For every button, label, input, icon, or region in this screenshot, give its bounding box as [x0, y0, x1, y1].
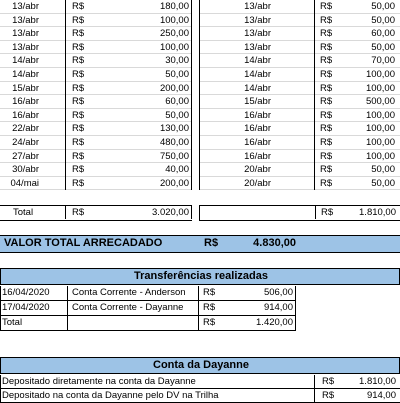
list-item: [199, 163, 400, 177]
entry-date: 14/abr: [12, 55, 39, 67]
entry-currency: R$: [320, 28, 333, 40]
list-item: [0, 150, 192, 164]
entry-value: 500,00: [365, 96, 395, 108]
transfers-header: [0, 268, 400, 285]
grand-total-bar: [0, 235, 400, 253]
entry-value: 50,00: [371, 41, 395, 53]
grand-total-currency: R$: [204, 237, 219, 249]
list-item: [199, 68, 400, 82]
entry-value: 480,00: [159, 137, 189, 148]
list-item: [0, 14, 192, 28]
entry-date: 15/abr: [12, 82, 39, 94]
row-gridline: [0, 189, 192, 190]
entry-currency: R$: [320, 1, 333, 12]
entry-currency: R$: [72, 96, 85, 108]
entry-date: 14/abr: [244, 55, 271, 67]
list-item: [199, 136, 400, 150]
entry-date: 14/abr: [244, 82, 271, 94]
entry-value: 40,00: [165, 164, 189, 176]
table-row: [0, 375, 400, 389]
entry-currency: R$: [320, 55, 333, 67]
entry-currency: R$: [320, 96, 333, 108]
entry-value: 130,00: [159, 123, 189, 135]
entry-value: 100,00: [365, 109, 395, 121]
left-border: [191, 0, 192, 190]
table-row: [0, 286, 296, 301]
entry-date: 16/abr: [244, 109, 271, 121]
entry-currency: R$: [320, 41, 333, 53]
grand-total-value: 4.830,00: [253, 237, 296, 249]
entry-date: 20/abr: [244, 164, 271, 176]
entry-currency: R$: [72, 69, 85, 80]
entry-date: 30/abr: [12, 164, 39, 176]
right-left-border: [199, 0, 200, 190]
entry-value: 50,00: [371, 177, 395, 189]
transfers-total-value: 1.420,00: [256, 317, 293, 328]
list-item: [199, 27, 400, 41]
dayanne-value: 914,00: [366, 390, 396, 401]
left-total-currency: R$: [72, 207, 85, 218]
left-total-value: 3.020,00: [152, 207, 189, 218]
entry-value: 50,00: [371, 164, 395, 176]
entry-date: 13/abr: [12, 28, 39, 40]
entry-date: 13/abr: [244, 41, 271, 53]
entry-date: 13/abr: [12, 41, 39, 53]
list-item: [199, 14, 400, 28]
transfers-total-label: Total: [2, 317, 23, 328]
entry-value: 100,00: [365, 69, 395, 80]
list-item: [0, 95, 192, 109]
transfers-divider: [198, 286, 199, 331]
entry-currency: R$: [72, 123, 85, 135]
dayanne-currency: R$: [322, 376, 335, 387]
list-item: [199, 41, 400, 55]
list-item: [0, 82, 192, 96]
entry-value: 100,00: [365, 82, 395, 94]
list-item: [199, 0, 400, 14]
entry-value: 30,00: [165, 55, 189, 67]
entry-date: 13/abr: [12, 14, 39, 26]
entry-currency: R$: [72, 41, 85, 53]
entry-currency: R$: [72, 177, 85, 189]
entry-currency: R$: [320, 14, 333, 26]
entry-value: 100,00: [365, 150, 395, 162]
entry-value: 50,00: [165, 69, 189, 80]
entry-date: 16/abr: [244, 137, 271, 148]
list-item: [0, 109, 192, 123]
dayanne-currency: R$: [322, 390, 335, 401]
entry-currency: R$: [320, 123, 333, 135]
entry-value: 50,00: [371, 1, 395, 12]
list-item: [0, 122, 192, 136]
list-item: [0, 41, 192, 55]
entry-date: 14/abr: [244, 69, 271, 80]
dayanne-description: Depositado na conta da Dayanne pelo DV na Trilha: [2, 390, 219, 401]
transfers-left-border: [0, 286, 1, 331]
entry-currency: R$: [72, 82, 85, 94]
transfer-description: Conta Corrente - Dayanne: [72, 302, 184, 313]
transfer-currency: R$: [203, 287, 216, 298]
entry-currency: R$: [320, 150, 333, 162]
entry-date: 20/abr: [244, 177, 271, 189]
table-row: [0, 301, 296, 316]
entry-value: 60,00: [371, 28, 395, 40]
entry-currency: R$: [72, 28, 85, 40]
dayanne-description: Depositado diretamente na conta da Dayanne: [2, 376, 196, 387]
left-divider: [65, 0, 66, 190]
transfers-right-border: [295, 286, 296, 331]
entry-value: 50,00: [371, 14, 395, 26]
transfer-date: 16/04/2020: [2, 287, 50, 298]
entry-value: 750,00: [159, 150, 189, 162]
left-total-row: [0, 205, 192, 221]
entry-date: 15/abr: [244, 96, 271, 108]
list-item: [0, 177, 192, 191]
entry-date: 13/abr: [244, 1, 271, 12]
entry-currency: R$: [320, 82, 333, 94]
entry-date: 22/abr: [12, 123, 39, 135]
list-item: [0, 0, 192, 14]
entry-currency: R$: [72, 150, 85, 162]
transfers-total-currency: R$: [203, 317, 216, 328]
entry-currency: R$: [320, 137, 333, 148]
transfer-value: 506,00: [263, 287, 293, 298]
table-row: [0, 389, 400, 403]
entry-currency: R$: [72, 164, 85, 176]
dayanne-divider: [314, 375, 315, 403]
entry-date: 16/abr: [12, 109, 39, 121]
right-total-currency: R$: [321, 207, 334, 218]
list-item: [0, 54, 192, 68]
row-gridline: [199, 189, 400, 190]
entry-date: 16/abr: [244, 150, 271, 162]
transfer-currency: R$: [203, 302, 216, 313]
transfer-description: Conta Corrente - Anderson: [72, 287, 186, 298]
entry-currency: R$: [72, 1, 85, 12]
dayanne-value: 1.810,00: [359, 376, 396, 387]
entry-value: 50,00: [165, 109, 189, 121]
entry-currency: R$: [320, 177, 333, 189]
transfers-total-row: [0, 316, 296, 331]
transfer-value: 914,00: [263, 302, 293, 313]
dayanne-header: [0, 357, 400, 374]
entry-date: 16/abr: [244, 123, 271, 135]
transfers-title: Transferências realizadas: [134, 270, 268, 282]
list-item: [199, 54, 400, 68]
list-item: [199, 109, 400, 123]
entry-value: 60,00: [165, 96, 189, 108]
list-item: [199, 95, 400, 109]
entry-value: 100,00: [365, 123, 395, 135]
entry-currency: R$: [320, 164, 333, 176]
entry-value: 200,00: [159, 82, 189, 94]
transfer-date: 17/04/2020: [2, 302, 50, 313]
right-total-value: 1.810,00: [359, 207, 396, 218]
entry-value: 200,00: [159, 177, 189, 189]
entry-value: 70,00: [371, 55, 395, 67]
transfers-divider: [67, 286, 68, 331]
list-item: [199, 177, 400, 191]
entry-currency: R$: [72, 137, 85, 148]
left-total-label: Total: [13, 207, 34, 218]
entry-date: 13/abr: [244, 28, 271, 40]
list-item: [199, 82, 400, 96]
entry-value: 180,00: [159, 1, 189, 12]
grand-total-label: VALOR TOTAL ARRECADADO: [4, 237, 163, 249]
list-item: [0, 136, 192, 150]
right-total-row: [199, 205, 400, 221]
entry-currency: R$: [72, 109, 85, 121]
right-divider: [314, 0, 315, 190]
entry-date: 13/abr: [12, 1, 39, 12]
list-item: [0, 163, 192, 177]
list-item: [199, 122, 400, 136]
entry-date: 13/abr: [244, 14, 271, 26]
entry-value: 100,00: [365, 137, 395, 148]
entry-currency: R$: [72, 14, 85, 26]
entry-value: 250,00: [159, 28, 189, 40]
entry-date: 27/abr: [12, 150, 39, 162]
entry-date: 16/abr: [12, 96, 39, 108]
entry-value: 100,00: [159, 41, 189, 53]
list-item: [199, 150, 400, 164]
entry-date: 14/abr: [12, 69, 39, 80]
entry-currency: R$: [320, 69, 333, 80]
entry-date: 04/mai: [10, 177, 39, 189]
list-item: [0, 68, 192, 82]
entry-date: 24/abr: [12, 137, 39, 148]
entry-currency: R$: [320, 109, 333, 121]
dayanne-title: Conta da Dayanne: [153, 359, 249, 371]
entry-value: 100,00: [159, 14, 189, 26]
dayanne-left-border: [0, 375, 1, 403]
list-item: [0, 27, 192, 41]
entry-currency: R$: [72, 55, 85, 67]
